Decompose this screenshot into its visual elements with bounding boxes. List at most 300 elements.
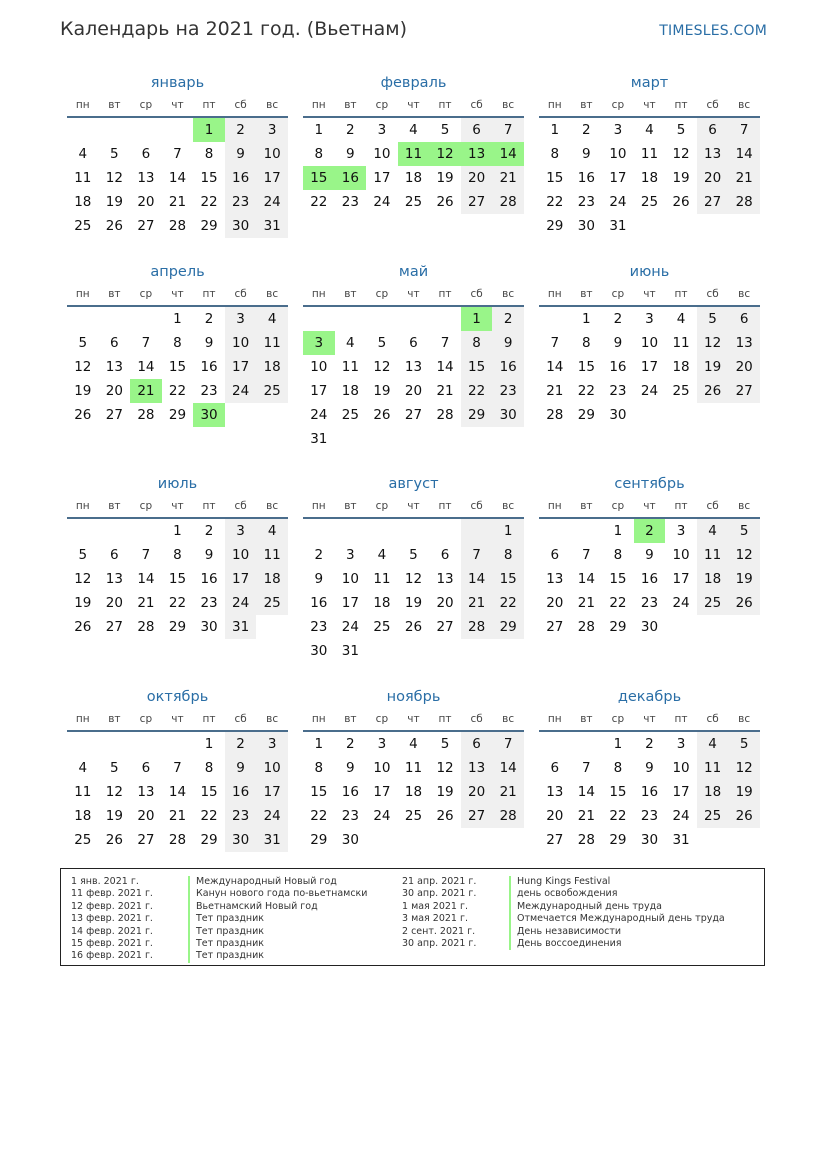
day-cell: 17 [609, 170, 627, 186]
day-cell: 14 [461, 567, 493, 591]
day-cell: 25 [74, 218, 92, 234]
day-cell: 27 [461, 190, 493, 214]
day-cell: 20 [546, 808, 564, 824]
day-cell: 2 [204, 311, 214, 327]
day-cell: 18 [373, 595, 391, 611]
day-cell: 4 [697, 732, 729, 756]
day-cell: 15 [492, 567, 524, 591]
day-cell: 3 [377, 122, 387, 138]
day-cell: 12 [74, 359, 92, 375]
empty-day-cell [303, 519, 335, 543]
day-cell: 3 [225, 307, 257, 331]
month-block [303, 261, 524, 473]
holiday-day-cell: 11 [398, 142, 430, 166]
weekday-label: вс [266, 288, 279, 300]
legend-names-col-2 [509, 876, 725, 950]
day-cell: 16 [640, 784, 659, 800]
empty-day-cell [366, 307, 398, 331]
days-grid [539, 519, 760, 639]
empty-day-cell [303, 307, 335, 331]
day-cell: 4 [409, 122, 418, 138]
weekday-label: пт [202, 288, 216, 300]
weekday-label: ср [139, 713, 153, 725]
day-cell: 8 [613, 547, 623, 563]
day-cell: 3 [256, 118, 288, 142]
day-cell: 21 [728, 166, 760, 190]
day-cell: 17 [640, 359, 659, 375]
day-cell: 18 [640, 170, 659, 186]
day-cell: 23 [640, 808, 659, 824]
day-cell: 22 [577, 383, 595, 399]
day-cell: 31 [256, 214, 288, 238]
empty-day-cell [461, 519, 493, 543]
day-cell: 16 [577, 170, 595, 186]
day-cell: 5 [110, 146, 119, 162]
day-cell: 17 [672, 571, 690, 587]
day-cell: 22 [168, 595, 187, 611]
days-grid [303, 307, 524, 451]
day-cell: 2 [314, 547, 324, 563]
day-cell: 11 [256, 331, 288, 355]
day-cell: 11 [697, 756, 729, 780]
day-cell: 8 [461, 331, 493, 355]
day-cell: 24 [640, 383, 659, 399]
day-cell: 18 [74, 808, 92, 824]
day-cell: 22 [310, 194, 328, 210]
day-cell: 18 [697, 780, 729, 804]
day-cell: 1 [492, 519, 524, 543]
day-cell: 22 [492, 591, 524, 615]
day-cell: 11 [74, 170, 92, 186]
day-cell: 3 [676, 736, 686, 752]
day-cell: 29 [461, 403, 493, 427]
day-cell: 4 [645, 122, 654, 138]
day-cell: 13 [105, 359, 123, 375]
legend-holiday-name: День воссоединения [509, 938, 725, 950]
day-cell: 1 [613, 736, 623, 752]
day-cell: 30 [640, 619, 659, 635]
weekday-label: сб [706, 288, 719, 300]
day-cell: 16 [640, 571, 659, 587]
day-cell: 4 [78, 146, 88, 162]
day-cell: 12 [728, 543, 760, 567]
day-cell: 5 [676, 122, 686, 138]
day-cell: 2 [613, 311, 623, 327]
day-cell: 19 [672, 170, 690, 186]
day-cell: 23 [200, 383, 218, 399]
weekday-header [67, 283, 288, 307]
day-cell: 7 [173, 146, 182, 162]
day-cell: 27 [105, 407, 123, 423]
day-cell: 9 [645, 760, 654, 776]
day-cell: 27 [137, 218, 155, 234]
day-cell: 11 [373, 571, 391, 587]
weekday-label: ср [139, 99, 153, 111]
day-cell: 14 [168, 784, 187, 800]
weekday-label: чт [643, 500, 656, 512]
empty-day-cell [366, 519, 398, 543]
weekday-label: сб [706, 500, 719, 512]
holiday-legend [60, 868, 765, 966]
day-cell: 7 [492, 118, 524, 142]
day-cell: 5 [728, 519, 760, 543]
day-cell: 14 [168, 170, 187, 186]
day-cell: 28 [492, 190, 524, 214]
day-cell: 26 [672, 194, 690, 210]
day-cell: 7 [582, 547, 591, 563]
day-cell: 5 [440, 122, 450, 138]
day-cell: 6 [409, 335, 418, 351]
day-cell: 26 [436, 808, 454, 824]
weekday-label: сб [470, 500, 483, 512]
weekday-label: пт [438, 288, 452, 300]
day-cell: 13 [137, 784, 155, 800]
day-cell: 7 [582, 760, 591, 776]
day-cell: 16 [492, 355, 524, 379]
day-cell: 22 [546, 194, 564, 210]
day-cell: 21 [137, 595, 155, 611]
day-cell: 14 [577, 784, 595, 800]
day-cell: 11 [640, 146, 659, 162]
weekday-label: пн [75, 713, 90, 725]
weekday-label: сб [234, 713, 247, 725]
weekday-label: вс [738, 99, 751, 111]
weekday-label: ср [611, 500, 625, 512]
days-grid [539, 732, 760, 852]
weekday-label: пт [674, 288, 688, 300]
day-cell: 24 [310, 407, 328, 423]
day-cell: 25 [341, 407, 359, 423]
weekday-label: сб [470, 99, 483, 111]
empty-day-cell [130, 118, 162, 142]
calendar-grid [67, 72, 760, 852]
day-cell: 24 [373, 808, 391, 824]
weekday-label: вт [580, 99, 593, 111]
day-cell: 9 [225, 756, 257, 780]
page-title: Календарь на 2021 год. (Вьетнам) [60, 18, 408, 40]
weekday-label: вт [108, 713, 121, 725]
day-cell: 13 [461, 756, 493, 780]
day-cell: 18 [672, 359, 690, 375]
day-cell: 24 [225, 379, 257, 403]
weekday-label: ср [611, 99, 625, 111]
day-cell: 15 [577, 359, 595, 375]
day-cell: 21 [546, 383, 564, 399]
legend-holiday-name: Международный день труда [509, 901, 725, 913]
weekday-header [539, 708, 760, 732]
day-cell: 23 [200, 595, 218, 611]
day-cell: 18 [256, 567, 288, 591]
day-cell: 2 [204, 523, 214, 539]
days-grid [303, 519, 524, 663]
day-cell: 22 [168, 383, 187, 399]
day-cell: 25 [404, 194, 423, 210]
day-cell: 10 [256, 142, 288, 166]
day-cell: 11 [697, 543, 729, 567]
weekday-label: сб [706, 99, 719, 111]
month-block [539, 261, 760, 473]
day-cell: 6 [141, 760, 151, 776]
day-cell: 20 [137, 808, 155, 824]
day-cell: 11 [404, 760, 423, 776]
day-cell: 30 [341, 832, 359, 848]
day-cell: 28 [436, 407, 454, 423]
day-cell: 8 [204, 760, 214, 776]
month-block [67, 261, 288, 473]
weekday-label: чт [407, 288, 420, 300]
day-cell: 28 [546, 407, 564, 423]
day-cell: 23 [341, 808, 359, 824]
day-cell: 8 [173, 547, 182, 563]
weekday-header [67, 94, 288, 118]
day-cell: 9 [645, 547, 654, 563]
day-cell: 2 [492, 307, 524, 331]
day-cell: 19 [74, 595, 92, 611]
day-cell: 13 [404, 359, 423, 375]
legend-holiday-name: Отмечается Международный день труда [509, 913, 725, 925]
day-cell: 18 [74, 194, 92, 210]
legend-date: 2 сент. 2021 г. [402, 925, 476, 937]
day-cell: 4 [697, 519, 729, 543]
day-cell: 12 [74, 571, 92, 587]
legend-date: 1 мая 2021 г. [402, 900, 468, 912]
day-cell: 11 [672, 335, 690, 351]
month-block [67, 72, 288, 261]
day-cell: 25 [404, 808, 423, 824]
day-cell: 12 [404, 571, 423, 587]
day-cell: 19 [373, 383, 391, 399]
days-grid [539, 307, 760, 427]
day-cell: 5 [78, 547, 88, 563]
day-cell: 6 [550, 760, 560, 776]
day-cell: 31 [225, 615, 257, 639]
day-cell: 10 [609, 146, 627, 162]
day-cell: 19 [74, 383, 92, 399]
day-cell: 29 [492, 615, 524, 639]
days-grid [67, 732, 288, 852]
empty-day-cell [67, 519, 99, 543]
day-cell: 1 [613, 523, 623, 539]
day-cell: 15 [609, 784, 627, 800]
day-cell: 8 [173, 335, 182, 351]
legend-date: 30 апр. 2021 г. [402, 937, 477, 949]
day-cell: 28 [577, 619, 595, 635]
weekday-label: ср [139, 500, 153, 512]
weekday-header [303, 94, 524, 118]
day-cell: 23 [609, 383, 627, 399]
day-cell: 14 [137, 359, 155, 375]
holiday-day-cell: 2 [634, 519, 666, 543]
weekday-label: вт [108, 99, 121, 111]
days-grid [303, 118, 524, 214]
day-cell: 11 [256, 543, 288, 567]
day-cell: 30 [310, 643, 328, 659]
day-cell: 22 [609, 595, 627, 611]
weekday-header [539, 495, 760, 519]
legend-dates-col-2 [402, 876, 476, 950]
day-cell: 15 [609, 571, 627, 587]
weekday-label: ср [375, 500, 389, 512]
empty-day-cell [539, 519, 571, 543]
day-cell: 23 [225, 804, 257, 828]
weekday-label: вс [502, 713, 515, 725]
weekday-label: пн [311, 99, 326, 111]
empty-day-cell [429, 307, 461, 331]
holiday-day-cell: 12 [429, 142, 461, 166]
weekday-label: сб [234, 288, 247, 300]
day-cell: 17 [373, 170, 391, 186]
day-cell: 22 [609, 808, 627, 824]
weekday-label: вс [738, 713, 751, 725]
day-cell: 9 [613, 335, 623, 351]
weekday-label: пн [311, 713, 326, 725]
day-cell: 11 [74, 784, 92, 800]
holiday-day-cell: 3 [303, 331, 335, 355]
weekday-label: вт [580, 713, 593, 725]
day-cell: 16 [200, 571, 218, 587]
day-cell: 26 [74, 407, 92, 423]
day-cell: 12 [105, 784, 123, 800]
day-cell: 4 [409, 736, 418, 752]
day-cell: 20 [436, 595, 454, 611]
day-cell: 25 [672, 383, 690, 399]
weekday-label: пт [674, 99, 688, 111]
weekday-label: вс [502, 99, 515, 111]
legend-date: 15 февр. 2021 г. [71, 937, 153, 949]
day-cell: 14 [546, 359, 564, 375]
legend-holiday-name: Тет праздник [188, 913, 367, 925]
weekday-label: пн [75, 99, 90, 111]
weekday-label: пн [547, 288, 562, 300]
day-cell: 1 [173, 311, 182, 327]
day-cell: 9 [314, 571, 324, 587]
empty-day-cell [571, 732, 603, 756]
day-cell: 28 [137, 407, 155, 423]
month-name: май [398, 264, 429, 280]
legend-holiday-name: Канун нового года по-вьетнамски [188, 888, 367, 900]
weekday-label: пт [202, 500, 216, 512]
day-cell: 23 [225, 190, 257, 214]
day-cell: 12 [672, 146, 690, 162]
weekday-label: пн [75, 288, 90, 300]
day-cell: 27 [546, 619, 564, 635]
day-cell: 10 [256, 756, 288, 780]
weekday-label: вт [580, 500, 593, 512]
day-cell: 3 [256, 732, 288, 756]
day-cell: 2 [346, 736, 355, 752]
weekday-label: чт [171, 288, 184, 300]
day-cell: 1 [582, 311, 591, 327]
weekday-label: вт [344, 288, 357, 300]
days-grid [67, 307, 288, 427]
day-cell: 9 [582, 146, 591, 162]
weekday-label: вс [738, 288, 751, 300]
weekday-label: пт [438, 713, 452, 725]
day-cell: 27 [461, 804, 493, 828]
day-cell: 15 [546, 170, 564, 186]
day-cell: 8 [314, 760, 324, 776]
legend-date: 11 февр. 2021 г. [71, 888, 153, 900]
day-cell: 25 [640, 194, 659, 210]
day-cell: 19 [728, 780, 760, 804]
day-cell: 30 [577, 218, 595, 234]
weekday-label: пт [674, 500, 688, 512]
day-cell: 25 [256, 591, 288, 615]
weekday-header [539, 283, 760, 307]
weekday-label: вс [266, 713, 279, 725]
day-cell: 2 [225, 118, 257, 142]
day-cell: 17 [256, 166, 288, 190]
empty-day-cell [99, 307, 131, 331]
day-cell: 24 [373, 194, 391, 210]
month-name: июль [157, 476, 198, 492]
weekday-header [303, 708, 524, 732]
day-cell: 13 [546, 784, 564, 800]
day-cell: 4 [346, 335, 355, 351]
day-cell: 21 [436, 383, 454, 399]
day-cell: 5 [728, 732, 760, 756]
empty-day-cell [99, 519, 131, 543]
day-cell: 9 [492, 331, 524, 355]
day-cell: 7 [440, 335, 450, 351]
weekday-label: пт [438, 99, 452, 111]
weekday-label: пт [674, 713, 688, 725]
legend-holiday-name: Тет праздник [188, 950, 367, 962]
day-cell: 25 [697, 591, 729, 615]
legend-holiday-name: день освобождения [509, 888, 725, 900]
day-cell: 17 [341, 595, 359, 611]
month-block [67, 686, 288, 852]
day-cell: 18 [697, 567, 729, 591]
day-cell: 8 [314, 146, 324, 162]
day-cell: 3 [613, 122, 623, 138]
site-link[interactable]: TIMESLES.COM [659, 23, 767, 39]
weekday-label: вт [344, 500, 357, 512]
day-cell: 7 [461, 543, 493, 567]
weekday-label: чт [407, 713, 420, 725]
day-cell: 13 [728, 331, 760, 355]
day-cell: 11 [341, 359, 359, 375]
day-cell: 22 [461, 379, 493, 403]
empty-day-cell [67, 118, 99, 142]
day-cell: 31 [341, 643, 359, 659]
weekday-label: ср [375, 288, 389, 300]
day-cell: 29 [609, 832, 627, 848]
day-cell: 6 [550, 547, 560, 563]
day-cell: 16 [200, 359, 218, 375]
weekday-label: чт [171, 99, 184, 111]
day-cell: 14 [728, 142, 760, 166]
weekday-label: сб [470, 288, 483, 300]
weekday-label: ср [375, 713, 389, 725]
day-cell: 14 [577, 571, 595, 587]
day-cell: 24 [672, 808, 690, 824]
month-block [67, 473, 288, 686]
day-cell: 27 [546, 832, 564, 848]
month-name: апрель [150, 264, 205, 280]
legend-holiday-name: Международный Новый год [188, 876, 367, 888]
day-cell: 23 [341, 194, 359, 210]
day-cell: 4 [78, 760, 88, 776]
legend-holiday-name: Hung Kings Festival [509, 876, 725, 888]
days-grid [67, 519, 288, 639]
empty-day-cell [162, 732, 194, 756]
day-cell: 24 [672, 595, 690, 611]
day-cell: 27 [697, 190, 729, 214]
day-cell: 14 [492, 756, 524, 780]
day-cell: 30 [200, 619, 218, 635]
day-cell: 3 [676, 523, 686, 539]
